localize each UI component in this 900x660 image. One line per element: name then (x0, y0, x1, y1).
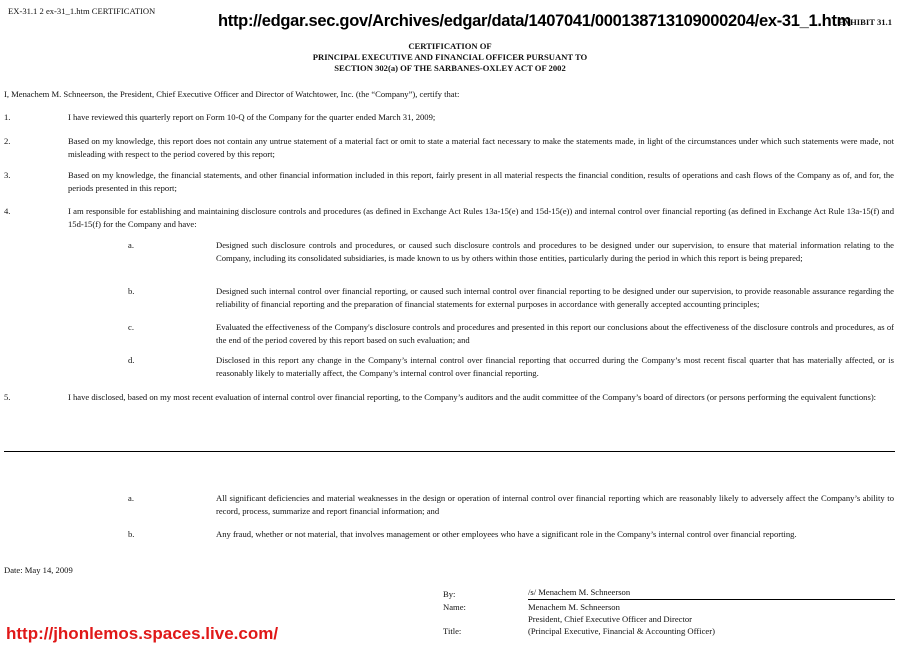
signature-by-value: /s/ Menachem M. Schneerson (528, 587, 631, 597)
sub-item-text: All significant deficiencies and material weaknesses in the design or operation of internal control over financial reporting which are reasonably likely to adversely affect the Company’s ability to record, process, summarize and report financial information; and (216, 493, 894, 516)
heading-line: SECTION 302(a) OF THE SARBANES-OXLEY ACT OF 2002 (334, 63, 566, 73)
sub-item-label: b. (128, 286, 135, 296)
date-line: Date: May 14, 2009 (4, 565, 73, 575)
heading-line: PRINCIPAL EXECUTIVE AND FINANCIAL OFFICER PURSUANT TO (312, 52, 588, 62)
sub-item-label: a. (128, 240, 134, 250)
signature-name-title: President, Chief Executive Officer and Director (528, 614, 693, 624)
item-text: I am responsible for establishing and maintaining disclosure controls and procedures (as defined in Exchange Act Rules 13a-15(e) and 15d-15(e)) and internal control over financial reporting (as defined in Exchange Act Rule 13a-15(f) and 15d-15(f) for the Company and have: (68, 206, 894, 229)
sub-item-label: d. (128, 355, 135, 365)
item-number: 4. (4, 206, 11, 216)
item-number: 2. (4, 136, 11, 146)
signature-title-label: Title: (443, 626, 462, 636)
sub-item-text: Designed such disclosure controls and procedures, or caused such disclosure controls and procedures to be designed under our supervision, to ensure that material information relating to the Company, including its consolidated subsidiaries, is made known to us by others within those entities, particularly during the period in which this report is being prepared; (216, 240, 894, 263)
document-heading (0, 41, 900, 74)
sub-item-label: c. (128, 322, 134, 332)
item-text: I have disclosed, based on my most recent evaluation of internal control over financial reporting, to the Company’s auditors and the audit committee of the Company’s board of directors (or persons performing the equivalent functions): (68, 392, 877, 402)
sub-item-text: Disclosed in this report any change in the Company’s internal control over financial reporting that occurred during the Company’s most recent fiscal quarter that has materially affected, or is reasonably likely to materially affect, the Company’s internal control over financial reporting. (216, 355, 894, 378)
page-url-title[interactable]: http://edgar.sec.gov/Archives/edgar/data/1407041/000138713109000204/ex-31_1.htm (218, 12, 852, 30)
sub-item-text: Evaluated the effectiveness of the Company's disclosure controls and procedures and presented in this report our conclusions about the effectiveness of the disclosure controls and procedures, as of the end of the period covered by this report based on such evaluation; and (216, 322, 894, 345)
sub-item-text: Designed such internal control over financial reporting, or caused such internal control over financial reporting to be designed under our supervision, to provide reasonable assurance regarding the reliability of financial reporting and the preparation of financial statements for external purposes in accordance with generally accepted accounting principles; (216, 286, 894, 309)
sub-item-label: a. (128, 493, 134, 503)
item-number: 3. (4, 170, 11, 180)
signature-name-value: Menachem M. Schneerson (528, 602, 620, 612)
item-number: 5. (4, 392, 11, 402)
signature-rule (528, 599, 895, 600)
signature-by-label: By: (443, 589, 456, 599)
sub-item-text: Any fraud, whether or not material, that involves management or other employees who have a significant role in the Company’s internal control over financial reporting. (216, 529, 797, 539)
browser-header-text: EX-31.1 2 ex-31_1.htm CERTIFICATION (8, 6, 156, 16)
item-text: I have reviewed this quarterly report on Form 10-Q of the Company for the quarter ended March 31, 2009; (68, 112, 436, 122)
heading-line: CERTIFICATION OF (408, 41, 492, 51)
page-break-rule (4, 451, 895, 452)
item-text: Based on my knowledge, this report does not contain any untrue statement of a material fact or omit to state a material fact necessary to make the statements made, in light of the circumstances under which such statements were made, not misleading with respect to the period covered by this report; (68, 136, 894, 159)
watermark-url: http://jhonlemos.spaces.live.com/ (6, 624, 279, 643)
intro-paragraph: I, Menachem M. Schneerson, the President, Chief Executive Officer and Director of Watchtower, Inc. (the “Company”), certify that: (4, 89, 460, 99)
sub-item-label: b. (128, 529, 135, 539)
signature-name-label: Name: (443, 602, 466, 612)
item-text: Based on my knowledge, the financial statements, and other financial information included in this report, fairly present in all material respects the financial condition, results of operations and cash flows of the Company as of, and for, the periods presented in this report; (68, 170, 894, 193)
exhibit-label: EXHIBIT 31.1 (838, 17, 892, 27)
item-number: 1. (4, 112, 11, 122)
signature-title-value: (Principal Executive, Financial & Accounting Officer) (528, 626, 715, 636)
